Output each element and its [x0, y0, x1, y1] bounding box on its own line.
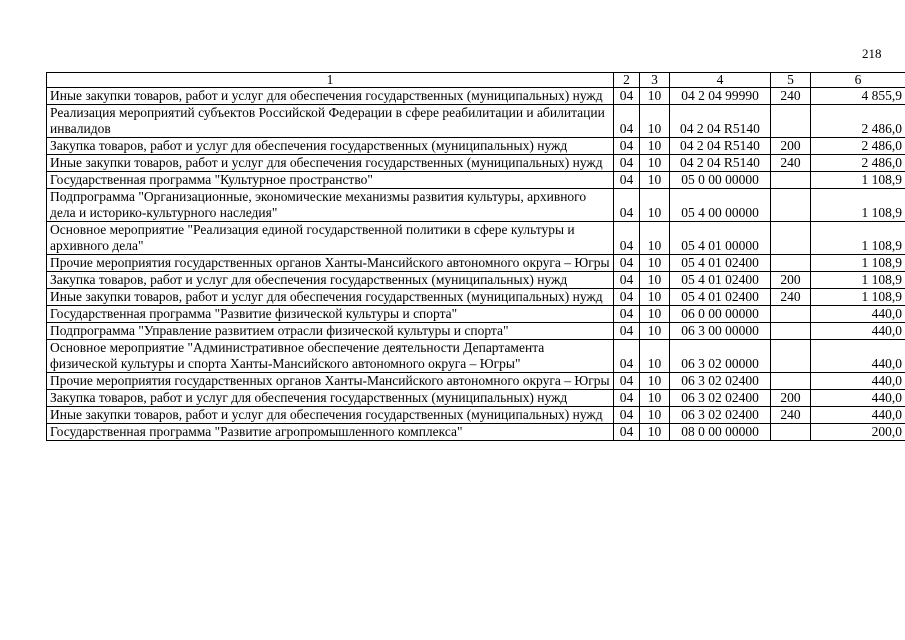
row-amount-cell: 1 108,9 [811, 189, 905, 222]
row-section-cell: 04 [614, 172, 640, 189]
row-name-cell: Прочие мероприятия государственных органов Ханты-Мансийского автономного округа – Югры [47, 373, 614, 390]
row-expense-type-cell: 240 [771, 407, 811, 424]
row-name-cell: Государственная программа "Развитие физической культуры и спорта" [47, 306, 614, 323]
row-section-cell: 04 [614, 289, 640, 306]
row-subsection-cell: 10 [640, 272, 670, 289]
table-row [47, 255, 905, 272]
header-col-4: 4 [670, 73, 771, 88]
row-target-article-cell: 06 3 00 00000 [670, 323, 771, 340]
row-subsection-cell: 10 [640, 373, 670, 390]
row-name-cell: Иные закупки товаров, работ и услуг для обеспечения государственных (муниципальных) нужд [47, 407, 614, 424]
page-number: 218 [862, 46, 882, 61]
row-expense-type-cell [771, 172, 811, 189]
row-section-cell: 04 [614, 340, 640, 373]
row-amount-cell: 440,0 [811, 373, 905, 390]
row-amount-cell: 440,0 [811, 306, 905, 323]
row-expense-type-cell: 240 [771, 88, 811, 105]
row-section-cell: 04 [614, 222, 640, 255]
row-amount-cell: 1 108,9 [811, 255, 905, 272]
row-amount-cell: 1 108,9 [811, 222, 905, 255]
row-name-cell: Иные закупки товаров, работ и услуг для обеспечения государственных (муниципальных) нужд [47, 88, 614, 105]
row-amount-cell: 440,0 [811, 323, 905, 340]
header-col-1: 1 [47, 73, 614, 88]
row-amount-cell: 1 108,9 [811, 172, 905, 189]
table-row [47, 172, 905, 189]
row-name-cell: Иные закупки товаров, работ и услуг для обеспечения государственных (муниципальных) нужд [47, 155, 614, 172]
row-name-cell: Основное мероприятие "Административное обеспечение деятельности Департамента физической культуры и спорта Ханты-Мансийского автономного округа – Югры" [47, 340, 614, 373]
table-row [47, 407, 905, 424]
row-expense-type-cell: 240 [771, 289, 811, 306]
row-name-cell: Государственная программа "Развитие агропромышленного комплекса" [47, 424, 614, 441]
table-row [47, 289, 905, 306]
row-expense-type-cell: 240 [771, 155, 811, 172]
row-section-cell: 04 [614, 255, 640, 272]
row-name-cell: Основное мероприятие "Реализация единой государственной политики в сфере культуры и архивного дела" [47, 222, 614, 255]
row-amount-cell: 2 486,0 [811, 105, 905, 138]
row-target-article-cell: 05 4 01 02400 [670, 272, 771, 289]
row-section-cell: 04 [614, 88, 640, 105]
row-expense-type-cell [771, 189, 811, 222]
row-subsection-cell: 10 [640, 323, 670, 340]
table-row [47, 105, 905, 138]
row-target-article-cell: 04 2 04 R5140 [670, 105, 771, 138]
row-target-article-cell: 04 2 04 R5140 [670, 138, 771, 155]
table-header-row [47, 73, 905, 88]
header-col-5: 5 [771, 73, 811, 88]
row-expense-type-cell [771, 255, 811, 272]
row-amount-cell: 2 486,0 [811, 138, 905, 155]
row-section-cell: 04 [614, 189, 640, 222]
row-section-cell: 04 [614, 306, 640, 323]
row-section-cell: 04 [614, 105, 640, 138]
row-name-cell: Закупка товаров, работ и услуг для обеспечения государственных (муниципальных) нужд [47, 138, 614, 155]
table-row [47, 189, 905, 222]
row-target-article-cell: 06 3 02 02400 [670, 407, 771, 424]
row-name-cell: Подпрограмма "Организационные, экономические механизмы развития культуры, архивного дела и историко-культурного наследия" [47, 189, 614, 222]
row-target-article-cell: 05 4 01 00000 [670, 222, 771, 255]
row-subsection-cell: 10 [640, 255, 670, 272]
header-col-3: 3 [640, 73, 670, 88]
row-section-cell: 04 [614, 424, 640, 441]
budget-table [46, 72, 905, 441]
row-subsection-cell: 10 [640, 138, 670, 155]
row-section-cell: 04 [614, 138, 640, 155]
row-amount-cell: 440,0 [811, 390, 905, 407]
row-target-article-cell: 04 2 04 R5140 [670, 155, 771, 172]
row-target-article-cell: 05 4 01 02400 [670, 289, 771, 306]
row-target-article-cell: 05 0 00 00000 [670, 172, 771, 189]
row-amount-cell: 4 855,9 [811, 88, 905, 105]
row-subsection-cell: 10 [640, 172, 670, 189]
row-amount-cell: 1 108,9 [811, 289, 905, 306]
row-subsection-cell: 10 [640, 155, 670, 172]
table-row [47, 373, 905, 390]
row-target-article-cell: 04 2 04 99990 [670, 88, 771, 105]
row-name-cell: Подпрограмма "Управление развитием отрасли физической культуры и спорта" [47, 323, 614, 340]
table-row [47, 390, 905, 407]
row-expense-type-cell: 200 [771, 390, 811, 407]
row-expense-type-cell [771, 323, 811, 340]
row-name-cell: Реализация мероприятий субъектов Российской Федерации в сфере реабилитации и абилитации инвалидов [47, 105, 614, 138]
row-target-article-cell: 05 4 01 02400 [670, 255, 771, 272]
table-row [47, 424, 905, 441]
row-amount-cell: 1 108,9 [811, 272, 905, 289]
row-subsection-cell: 10 [640, 424, 670, 441]
row-target-article-cell: 06 0 00 00000 [670, 306, 771, 323]
row-expense-type-cell [771, 373, 811, 390]
row-target-article-cell: 06 3 02 02400 [670, 390, 771, 407]
row-subsection-cell: 10 [640, 340, 670, 373]
row-name-cell: Государственная программа "Культурное пространство" [47, 172, 614, 189]
row-section-cell: 04 [614, 390, 640, 407]
row-subsection-cell: 10 [640, 222, 670, 255]
table-row [47, 88, 905, 105]
table-row [47, 222, 905, 255]
row-subsection-cell: 10 [640, 105, 670, 138]
row-target-article-cell: 05 4 00 00000 [670, 189, 771, 222]
row-subsection-cell: 10 [640, 88, 670, 105]
row-target-article-cell: 08 0 00 00000 [670, 424, 771, 441]
header-col-6: 6 [811, 73, 905, 88]
row-subsection-cell: 10 [640, 407, 670, 424]
row-name-cell: Закупка товаров, работ и услуг для обеспечения государственных (муниципальных) нужд [47, 272, 614, 289]
row-expense-type-cell [771, 105, 811, 138]
row-subsection-cell: 10 [640, 390, 670, 407]
row-section-cell: 04 [614, 407, 640, 424]
row-name-cell: Прочие мероприятия государственных органов Ханты-Мансийского автономного округа – Югры [47, 255, 614, 272]
row-amount-cell: 2 486,0 [811, 155, 905, 172]
row-amount-cell: 440,0 [811, 340, 905, 373]
row-subsection-cell: 10 [640, 189, 670, 222]
table-row [47, 306, 905, 323]
row-section-cell: 04 [614, 373, 640, 390]
row-target-article-cell: 06 3 02 02400 [670, 373, 771, 390]
row-expense-type-cell [771, 424, 811, 441]
row-subsection-cell: 10 [640, 306, 670, 323]
row-subsection-cell: 10 [640, 289, 670, 306]
row-expense-type-cell [771, 306, 811, 323]
row-expense-type-cell: 200 [771, 138, 811, 155]
table-row [47, 155, 905, 172]
table-row [47, 138, 905, 155]
table-row [47, 272, 905, 289]
row-expense-type-cell [771, 340, 811, 373]
table-row [47, 340, 905, 373]
header-col-2: 2 [614, 73, 640, 88]
row-target-article-cell: 06 3 02 00000 [670, 340, 771, 373]
row-section-cell: 04 [614, 272, 640, 289]
row-name-cell: Закупка товаров, работ и услуг для обеспечения государственных (муниципальных) нужд [47, 390, 614, 407]
row-amount-cell: 440,0 [811, 407, 905, 424]
row-section-cell: 04 [614, 323, 640, 340]
table-row [47, 323, 905, 340]
row-name-cell: Иные закупки товаров, работ и услуг для обеспечения государственных (муниципальных) нужд [47, 289, 614, 306]
row-expense-type-cell: 200 [771, 272, 811, 289]
row-expense-type-cell [771, 222, 811, 255]
row-amount-cell: 200,0 [811, 424, 905, 441]
row-section-cell: 04 [614, 155, 640, 172]
